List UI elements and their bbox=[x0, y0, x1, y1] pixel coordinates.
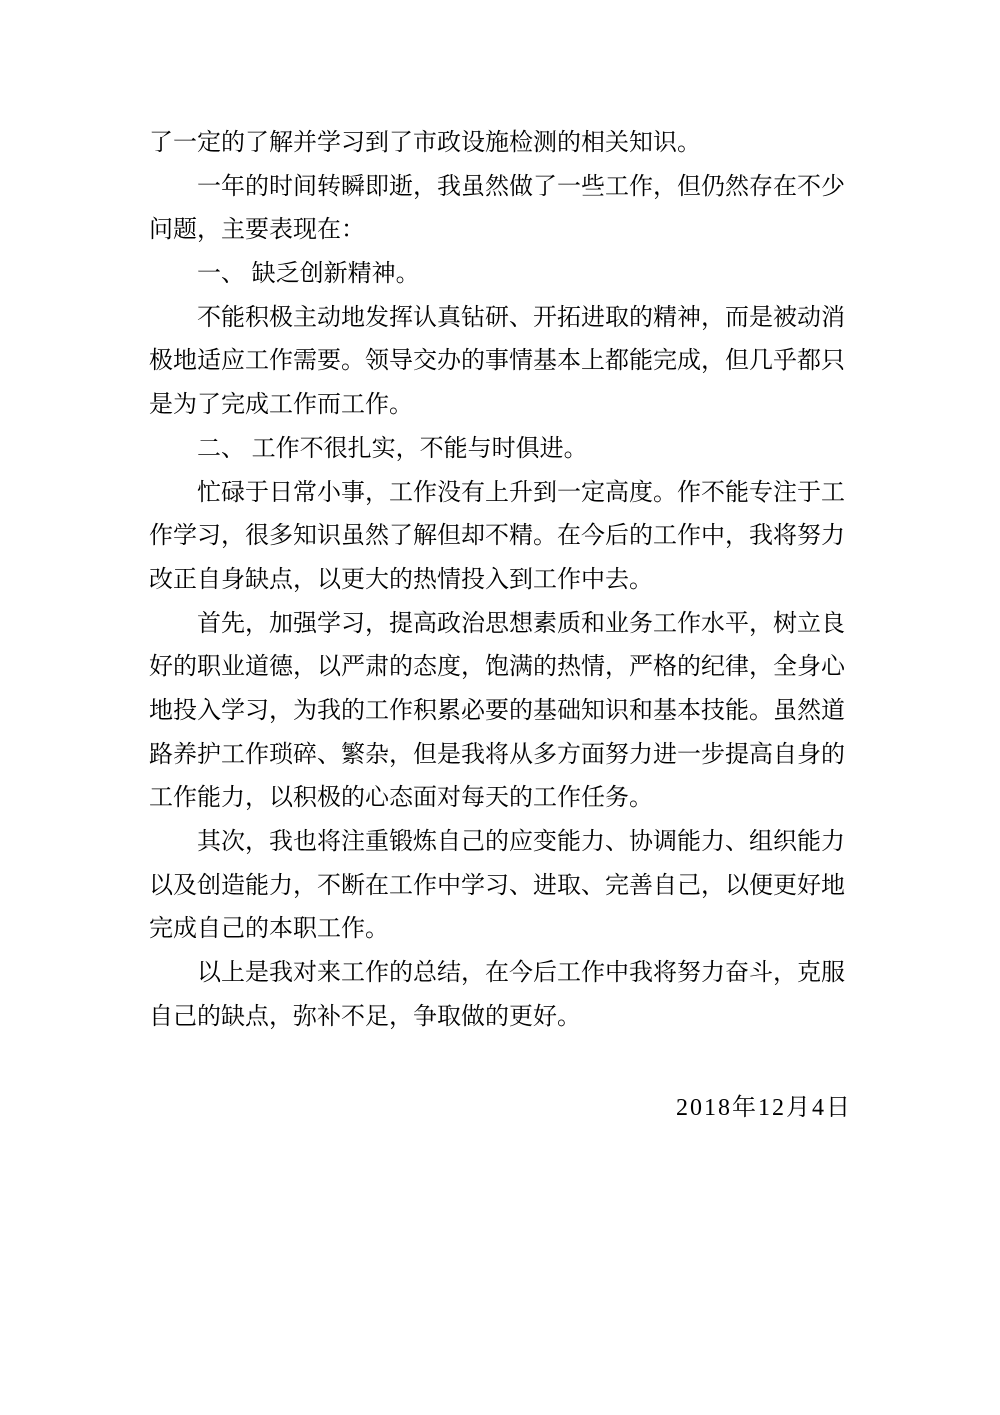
document-line: 以及创造能力，不断在工作中学习、进取、完善自己，以便更好地 bbox=[149, 871, 845, 899]
document-body bbox=[149, 121, 852, 1131]
document-line: 完成自己的本职工作。 bbox=[149, 915, 389, 943]
document-line: 极地适应工作需要。领导交办的事情基本上都能完成，但几乎都只 bbox=[149, 347, 845, 375]
document-line: 路养护工作琐碎、繁杂，但是我将从多方面努力进一步提高自身的 bbox=[149, 740, 845, 768]
document-line: 地投入学习，为我的工作积累必要的基础知识和基本技能。虽然道 bbox=[149, 696, 845, 724]
document-line: 作学习，很多知识虽然了解但却不精。在今后的工作中，我将努力 bbox=[149, 522, 845, 550]
document-line: 一、 缺乏创新精神。 bbox=[197, 260, 420, 288]
document-line: 其次，我也将注重锻炼自己的应变能力、协调能力、组织能力 bbox=[197, 828, 845, 855]
document-line: 以上是我对来工作的总结，在今后工作中我将努力奋斗，克服 bbox=[197, 959, 845, 987]
document-line: 忙碌于日常小事，工作没有上升到一定高度。作不能专注于工 bbox=[197, 478, 845, 506]
date-line: 2018年12月4日 bbox=[676, 1095, 852, 1122]
document-line: 了一定的了解并学习到了市政设施检测的相关知识。 bbox=[149, 129, 701, 156]
document-line bbox=[149, 1038, 852, 1082]
document-line: 工作能力，以积极的心态面对每天的工作任务。 bbox=[149, 784, 653, 812]
document-line: 首先，加强学习，提高政治思想素质和业务工作水平，树立良 bbox=[197, 609, 845, 637]
document-line: 好的职业道德，以严肃的态度，饱满的热情，严格的纪律，全身心 bbox=[149, 653, 845, 681]
document-line: 自己的缺点，弥补不足，争取做的更好。 bbox=[149, 1002, 581, 1030]
document-line: 二、 工作不很扎实，不能与时俱进。 bbox=[197, 434, 588, 462]
document-line: 是为了完成工作而工作。 bbox=[149, 391, 413, 419]
document-line: 一年的时间转瞬即逝，我虽然做了一些工作，但仍然存在不少 bbox=[197, 172, 845, 200]
document-line: 改正自身缺点，以更大的热情投入到工作中去。 bbox=[149, 565, 653, 593]
document-line: 问题，主要表现在： bbox=[149, 216, 365, 244]
document-line: 不能积极主动地发挥认真钻研、开拓进取的精神，而是被动消 bbox=[197, 303, 845, 331]
